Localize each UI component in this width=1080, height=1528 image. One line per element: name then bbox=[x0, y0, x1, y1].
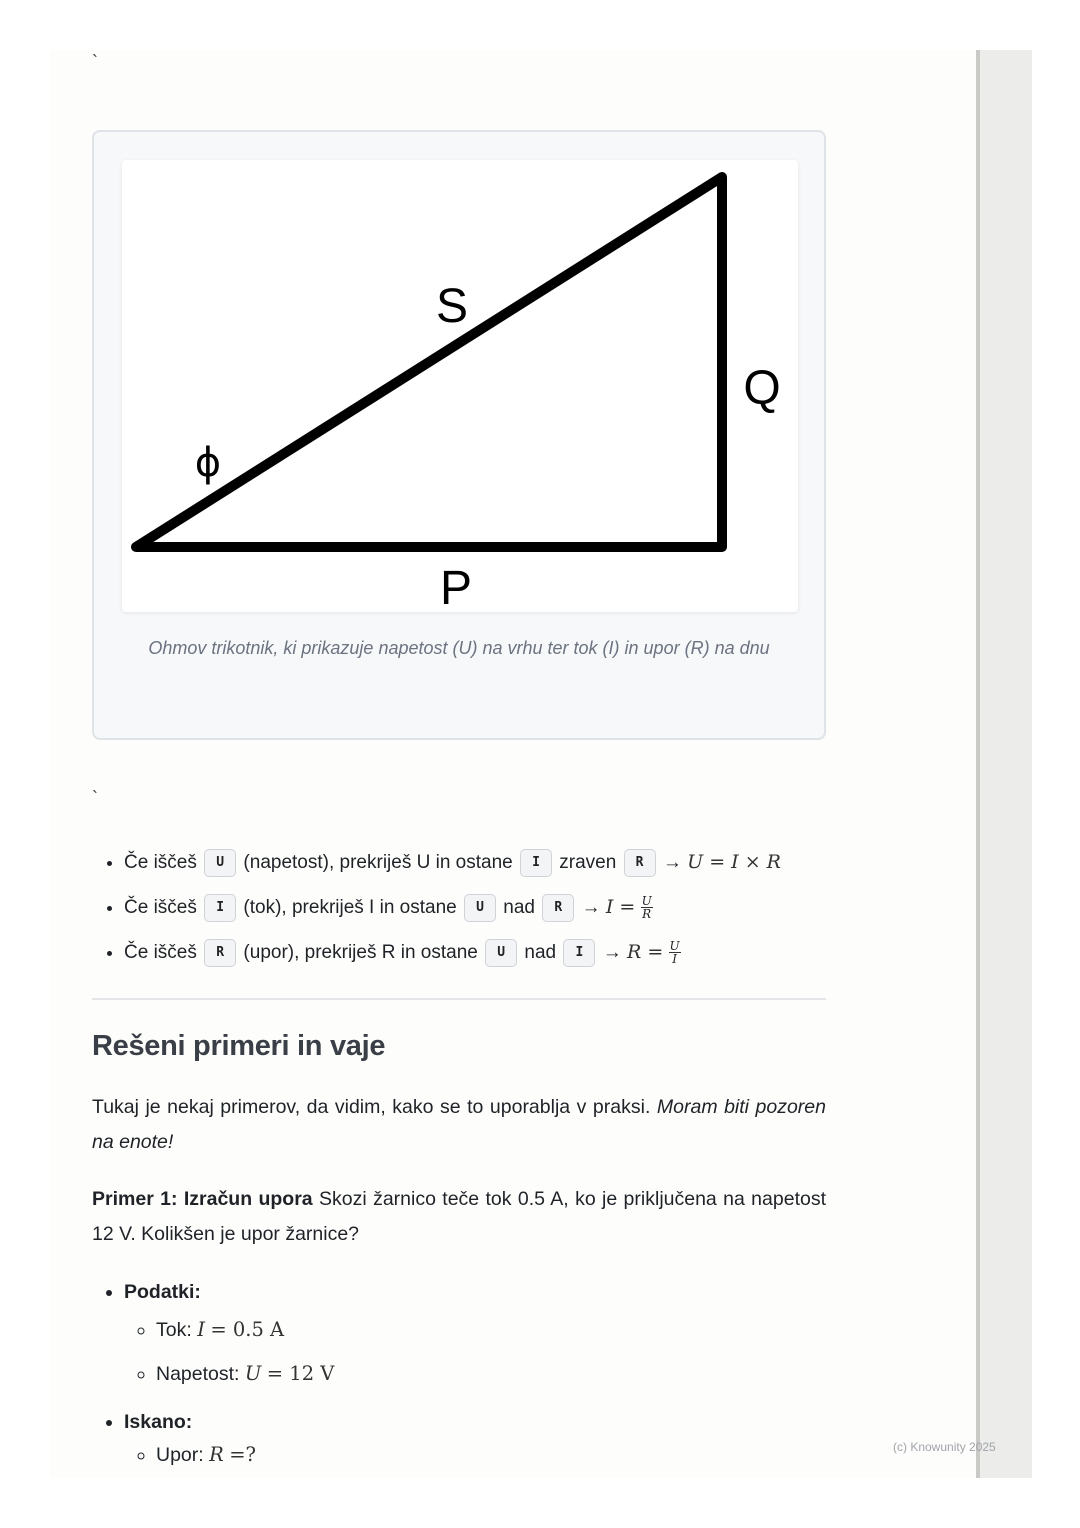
copyright-footer: (c) Knowunity 2025 bbox=[893, 1440, 996, 1454]
code-badge: I bbox=[563, 939, 595, 967]
ohm-triangle-figure bbox=[92, 130, 826, 740]
example-1-statement: Primer 1: Izračun upora Skozi žarnico teče tok 0.5 A, ko je priključena na napetost 12 V. Kolikšen je upor žarnice? bbox=[92, 1188, 826, 1245]
arrow: → bbox=[662, 852, 682, 873]
stray-backtick-mid: ` bbox=[92, 788, 98, 808]
code-badge: U bbox=[204, 849, 236, 877]
label-vertical: Q bbox=[743, 362, 781, 415]
rule-item: • Če iščeš R (upor), prekriješ R in ostane U nad I → R = $\frac{U}{I}$ bbox=[124, 930, 864, 975]
code-badge: U bbox=[485, 939, 517, 967]
rule-item: • Če iščeš I (tok), prekriješ I in ostane U nad R → I = $\frac{U}{R}$ bbox=[124, 885, 864, 930]
triangle-shape bbox=[136, 177, 722, 547]
fraction: $\frac{U}{R}$ bbox=[641, 894, 652, 922]
arrow: → bbox=[602, 942, 622, 963]
scrollbar-track[interactable] bbox=[976, 50, 1032, 1478]
rule-item: • Če iščeš U (napetost), prekriješ U in ostane I zraven R → U = I × R bbox=[124, 840, 864, 885]
example-1-title: Primer 1: Izračun upora bbox=[92, 1188, 313, 1210]
given-item: ◦ Napetost: U = 12 V bbox=[156, 1352, 858, 1396]
label-hypotenuse: S bbox=[435, 280, 469, 333]
section-intro: Tukaj je nekaj primerov, da vidim, kako se to uporablja v praksi. Moram biti pozoren na enote! bbox=[92, 1096, 826, 1153]
example-1-data-list bbox=[92, 1276, 858, 1396]
code-badge: I bbox=[204, 894, 236, 922]
code-badge: U bbox=[464, 894, 496, 922]
code-badge: R bbox=[204, 939, 236, 967]
figure-caption: Ohmov trikotnik, ki prikazuje napetost (U) na vrhu ter tok (I) in upor (R) na dnu bbox=[148, 638, 770, 658]
formula: R = bbox=[626, 941, 664, 963]
given-item: ◦ Tok: I = 0.5 A bbox=[156, 1308, 858, 1352]
label-angle: ϕ bbox=[194, 440, 222, 486]
code-badge: I bbox=[520, 849, 552, 877]
formula: U = I × R bbox=[687, 851, 781, 873]
formula: I = bbox=[605, 896, 636, 918]
wanted-item: ◦ Upor: R =? bbox=[156, 1438, 858, 1472]
stray-backtick-top: ` bbox=[92, 52, 98, 72]
code-badge: R bbox=[624, 849, 656, 877]
wanted-heading: • Iskano: ◦ Upor: R =? bbox=[124, 1406, 858, 1472]
given-heading: • Podatki: ◦ Tok: I = 0.5 A ◦ Napetost: U = 12 V bbox=[124, 1276, 858, 1396]
example-1-wanted-list bbox=[92, 1406, 858, 1472]
section-heading: Rešeni primeri in vaje bbox=[92, 1030, 386, 1062]
label-base: P bbox=[439, 562, 473, 615]
divider bbox=[92, 998, 826, 1000]
ohm-rules-list bbox=[92, 840, 864, 975]
fraction: $\frac{U}{I}$ bbox=[669, 939, 680, 967]
code-badge: R bbox=[542, 894, 574, 922]
arrow: → bbox=[581, 897, 601, 918]
